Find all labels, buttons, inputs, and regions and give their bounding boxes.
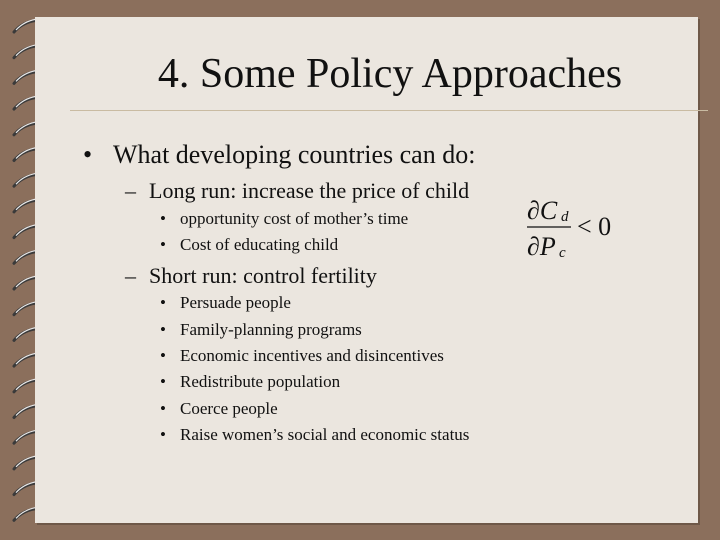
section-heading-text: Short run: control fertility — [149, 263, 377, 288]
main-bullet — [83, 140, 475, 170]
section-heading-short-run — [125, 263, 377, 289]
list-item — [160, 320, 362, 340]
list-item — [160, 425, 469, 445]
formula-denominator: ∂P — [527, 232, 556, 261]
main-bullet-text: What developing countries can do: — [113, 140, 476, 169]
formula-denominator-subscript: c — [559, 245, 566, 261]
list-item-text: Cost of educating child — [180, 235, 339, 254]
bullet-marker: • — [160, 372, 166, 391]
bullet-marker: • — [160, 293, 166, 312]
list-item — [160, 209, 408, 229]
list-item-text: Persuade people — [180, 293, 291, 312]
bullet-marker: • — [160, 399, 166, 418]
bullet-marker: • — [160, 209, 166, 228]
list-item-text: Raise women’s social and economic status — [180, 425, 470, 444]
list-item-text: Coerce people — [180, 399, 278, 418]
formula-relation: < 0 — [577, 212, 612, 241]
list-item-text: Economic incentives and disincentives — [180, 346, 444, 365]
list-item — [160, 372, 340, 392]
title-divider — [70, 110, 708, 111]
bullet-marker: • — [160, 346, 166, 365]
formula-numerator-subscript: d — [561, 209, 569, 225]
section-heading-long-run — [125, 178, 469, 204]
dash-marker: – — [125, 263, 136, 288]
slide-title: 4. Some Policy Approaches — [157, 51, 623, 97]
list-item — [160, 235, 338, 255]
formula-numerator: ∂C — [527, 196, 558, 225]
bullet-marker: • — [160, 235, 166, 254]
bullet-marker: • — [160, 320, 166, 339]
list-item — [160, 293, 291, 313]
list-item — [160, 346, 444, 366]
section-heading-text: Long run: increase the price of child — [149, 178, 470, 203]
list-item-text: Family-planning programs — [180, 320, 362, 339]
list-item-text: opportunity cost of mother’s time — [180, 209, 409, 228]
list-item-text: Redistribute population — [180, 372, 341, 391]
bullet-marker: • — [83, 140, 93, 169]
derivative-formula — [525, 193, 625, 263]
bullet-marker: • — [160, 425, 166, 444]
list-item — [160, 399, 278, 419]
dash-marker: – — [125, 178, 136, 203]
